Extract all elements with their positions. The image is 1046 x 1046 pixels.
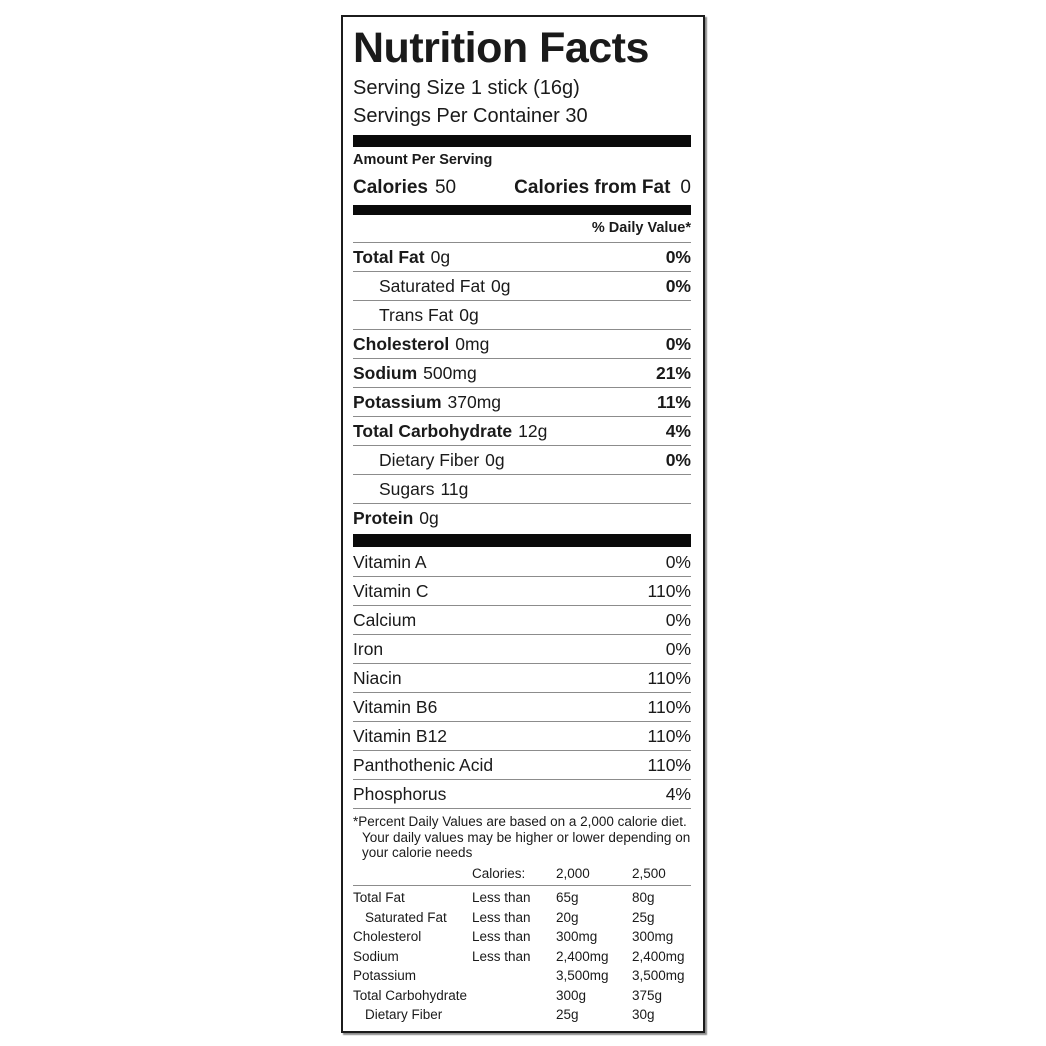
reference-table-rows [353, 888, 691, 1025]
thick-separator-protein [353, 534, 691, 547]
vitamin-row [353, 606, 691, 635]
table-cell-name: Cholesterol [353, 929, 422, 944]
thick-separator-top [353, 135, 691, 147]
table-cell-2500: 2,400mg [632, 948, 685, 964]
table-cell-2000: 3,500mg [556, 968, 609, 983]
table-cell-qualifier [472, 1005, 556, 1025]
vitamin-dv: 110% [647, 696, 691, 717]
nutrient-row [353, 387, 691, 416]
vitamin-name: Panthothenic Acid [353, 754, 494, 775]
vitamin-name: Phosphorus [353, 783, 447, 804]
nutrient-row [353, 271, 691, 300]
nutrient-dv: 0% [665, 449, 691, 470]
serving-size: Serving Size 1 stick (16g) [353, 77, 580, 99]
table-row [353, 966, 691, 986]
table-cell-2500: 25g [632, 909, 655, 925]
nutrient-amount: 0g [485, 449, 505, 470]
reference-table-header [353, 864, 691, 887]
table-cell-qualifier [472, 966, 556, 986]
nutrient-row [353, 474, 691, 503]
table-row [353, 927, 691, 947]
table-cell-2000: 300mg [556, 929, 598, 944]
header-empty-cell [353, 864, 472, 884]
nutrient-dv: 0% [665, 333, 691, 354]
vitamin-dv: 0% [665, 609, 691, 630]
nutrition-facts-label [341, 15, 705, 1033]
nutrient-dv: 0% [665, 275, 691, 296]
table-cell-name: Saturated Fat [365, 909, 447, 925]
calories-from-fat-value: 0 [680, 177, 691, 198]
nutrient-name: Cholesterol [353, 333, 450, 354]
table-cell-2500: 30g [632, 1007, 655, 1022]
table-cell-qualifier: Less than [472, 929, 531, 944]
header-2500-label: 2,500 [632, 865, 666, 881]
table-cell-qualifier: Less than [472, 890, 531, 905]
calories-from-fat-group [514, 177, 691, 199]
vitamin-name: Vitamin B6 [353, 696, 438, 717]
vitamin-row [353, 664, 691, 693]
nutrient-amount: 370mg [447, 391, 502, 412]
nutrient-row [353, 503, 691, 532]
calories-label: Calories [353, 177, 428, 198]
nutrient-amount: 0g [459, 304, 479, 325]
daily-value-header: % Daily Value* [591, 220, 691, 236]
nutrient-name: Sugars [379, 478, 435, 499]
table-cell-name: Potassium [353, 968, 417, 983]
table-cell-2000: 25g [556, 1007, 579, 1022]
table-cell-name: Sodium [353, 948, 399, 964]
vitamin-row [353, 577, 691, 606]
vitamin-name: Vitamin A [353, 551, 427, 572]
nutrient-dv: 11% [656, 391, 691, 412]
nutrient-amount: 12g [518, 420, 548, 441]
nutrient-amount: 0g [491, 275, 511, 296]
nutrient-name: Saturated Fat [379, 275, 486, 296]
vitamin-row [353, 722, 691, 751]
nutrient-name: Protein [353, 507, 414, 528]
table-cell-2000: 2,400mg [556, 948, 609, 964]
header-calories-label: Calories: [472, 865, 526, 881]
table-cell-qualifier [472, 986, 556, 1006]
vitamin-dv: 0% [665, 551, 691, 572]
table-cell-name: Total Carbohydrate [353, 987, 468, 1003]
table-row [353, 908, 691, 928]
vitamin-dv: 110% [647, 667, 691, 688]
vitamin-row [353, 548, 691, 577]
vitamin-dv: 0% [665, 638, 691, 659]
table-cell-qualifier: Less than [472, 948, 531, 964]
nutrient-name: Dietary Fiber [379, 449, 480, 470]
calories-value: 50 [434, 177, 457, 198]
nutrient-row [353, 416, 691, 445]
calories-group [353, 177, 456, 199]
vitamin-dv: 110% [647, 580, 691, 601]
nutrient-row [353, 242, 691, 271]
amount-per-serving-label: Amount Per Serving [353, 152, 493, 168]
nutrient-name: Sodium [353, 362, 418, 383]
table-cell-qualifier: Less than [472, 909, 531, 925]
table-row [353, 888, 691, 908]
nutrient-dv: 21% [655, 362, 691, 383]
nutrient-row [353, 358, 691, 387]
table-cell-2000: 300g [556, 987, 587, 1003]
table-cell-2500: 80g [632, 890, 655, 905]
footnote: *Percent Daily Values are based on a 2,000 calorie diet. Your daily values may be higher or lower depending on your calorie needs [353, 814, 691, 860]
table-cell-2000: 65g [556, 890, 579, 905]
table-cell-2500: 3,500mg [632, 968, 685, 983]
nutrient-amount: 500mg [423, 362, 477, 383]
calories-from-fat-label: Calories from Fat [514, 177, 671, 198]
vitamin-name: Vitamin B12 [353, 725, 448, 746]
table-cell-name: Total Fat [353, 890, 405, 905]
table-row [353, 947, 691, 967]
vitamin-name: Niacin [353, 667, 402, 688]
vitamin-row [353, 693, 691, 722]
vitamin-row [353, 751, 691, 780]
header-2000-label: 2,000 [556, 865, 590, 881]
table-cell-2500: 375g [632, 987, 663, 1003]
table-cell-name: Dietary Fiber [365, 1007, 443, 1022]
calories-row [353, 173, 691, 203]
nutrient-name: Total Carbohydrate [353, 420, 513, 441]
nutrient-amount: 0mg [455, 333, 490, 354]
vitamin-dv: 110% [647, 754, 691, 775]
nutrient-amount: 0g [419, 507, 439, 528]
vitamin-name: Iron [353, 638, 384, 659]
label-title: Nutrition Facts [353, 24, 649, 72]
table-row [353, 1005, 691, 1025]
nutrient-amount: 11g [440, 478, 469, 499]
vitamin-row [353, 635, 691, 664]
nutrient-rows-section [353, 242, 691, 532]
nutrient-name: Potassium [353, 391, 442, 412]
vitamin-dv: 110% [647, 725, 691, 746]
reference-table [353, 864, 691, 1025]
nutrient-dv: 0% [665, 246, 691, 267]
table-row [353, 986, 691, 1006]
nutrient-row [353, 445, 691, 474]
table-cell-2500: 300mg [632, 929, 674, 944]
vitamin-rows-section [353, 548, 691, 809]
nutrient-dv: 4% [665, 420, 691, 441]
vitamin-dv: 4% [665, 783, 691, 804]
thick-separator-calories [353, 205, 691, 215]
nutrient-name: Total Fat [353, 246, 425, 267]
nutrient-row [353, 300, 691, 329]
nutrient-name: Trans Fat [379, 304, 454, 325]
vitamin-name: Calcium [353, 609, 417, 630]
table-cell-2000: 20g [556, 909, 579, 925]
nutrient-amount: 0g [430, 246, 451, 267]
vitamin-row [353, 780, 691, 809]
servings-per-container: Servings Per Container 30 [353, 105, 588, 127]
vitamin-name: Vitamin C [353, 580, 429, 601]
nutrient-row [353, 329, 691, 358]
